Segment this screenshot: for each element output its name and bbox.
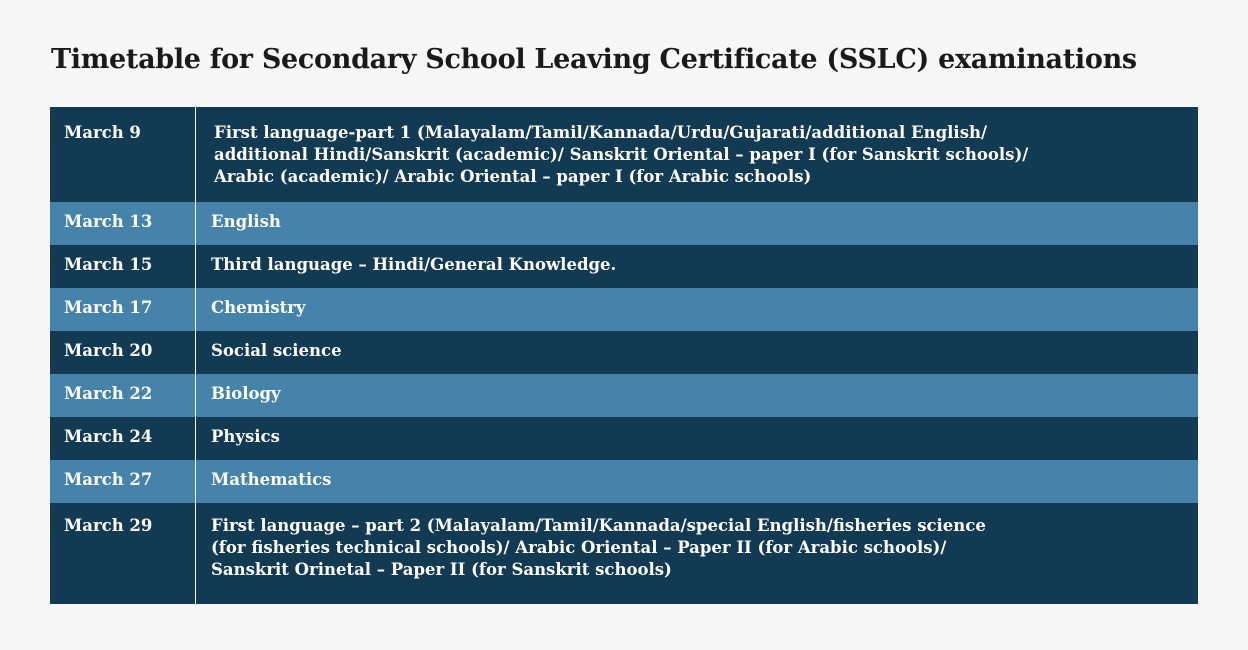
exam-date: March 9 bbox=[50, 107, 196, 202]
table-row bbox=[50, 503, 1198, 604]
page-title: Timetable for Secondary School Leaving Certificate (SSLC) examinations bbox=[51, 44, 1137, 75]
table-row bbox=[50, 331, 1198, 374]
subject-line: Sanskrit Orinetal – Paper II (for Sanskrit schools) bbox=[211, 560, 672, 579]
exam-subject bbox=[196, 288, 1198, 331]
exam-date: March 20 bbox=[50, 331, 196, 374]
exam-subject bbox=[196, 503, 1198, 604]
exam-date: March 15 bbox=[50, 245, 196, 288]
subject-line: Arabic (academic)/ Arabic Oriental – paper I (for Arabic schools) bbox=[214, 167, 812, 186]
exam-subject bbox=[196, 202, 1198, 245]
exam-subject bbox=[196, 107, 1198, 202]
exam-date: March 17 bbox=[50, 288, 196, 331]
table-row bbox=[50, 374, 1198, 417]
table-row bbox=[50, 202, 1198, 245]
subject-line: Chemistry bbox=[211, 298, 306, 317]
exam-subject bbox=[196, 374, 1198, 417]
exam-subject bbox=[196, 417, 1198, 460]
exam-date: March 27 bbox=[50, 460, 196, 503]
exam-date: March 22 bbox=[50, 374, 196, 417]
table-row bbox=[50, 417, 1198, 460]
exam-subject bbox=[196, 331, 1198, 374]
subject-line: First language – part 2 (Malayalam/Tamil/Kannada/special English/fisheries science bbox=[211, 516, 986, 535]
subject-line: Biology bbox=[211, 384, 281, 403]
subject-line: First language-part 1 (Malayalam/Tamil/Kannada/Urdu/Gujarati/additional English/ bbox=[214, 123, 988, 142]
subject-line: Physics bbox=[211, 427, 280, 446]
table-row bbox=[50, 460, 1198, 503]
table-row bbox=[50, 245, 1198, 288]
timetable bbox=[50, 107, 1198, 604]
exam-date: March 13 bbox=[50, 202, 196, 245]
table-row bbox=[50, 107, 1198, 202]
subject-line: Mathematics bbox=[211, 470, 332, 489]
subject-line: Third language – Hindi/General Knowledge. bbox=[211, 255, 617, 274]
exam-date: March 24 bbox=[50, 417, 196, 460]
subject-line: additional Hindi/Sanskrit (academic)/ Sanskrit Oriental – paper I (for Sanskrit schools)/ bbox=[214, 145, 1029, 164]
exam-subject bbox=[196, 245, 1198, 288]
table-row bbox=[50, 288, 1198, 331]
subject-line: English bbox=[211, 212, 281, 231]
subject-line: (for fisheries technical schools)/ Arabic Oriental – Paper II (for Arabic schools)/ bbox=[211, 538, 947, 557]
subject-line: Social science bbox=[211, 341, 342, 360]
exam-date: March 29 bbox=[50, 503, 196, 604]
exam-subject bbox=[196, 460, 1198, 503]
